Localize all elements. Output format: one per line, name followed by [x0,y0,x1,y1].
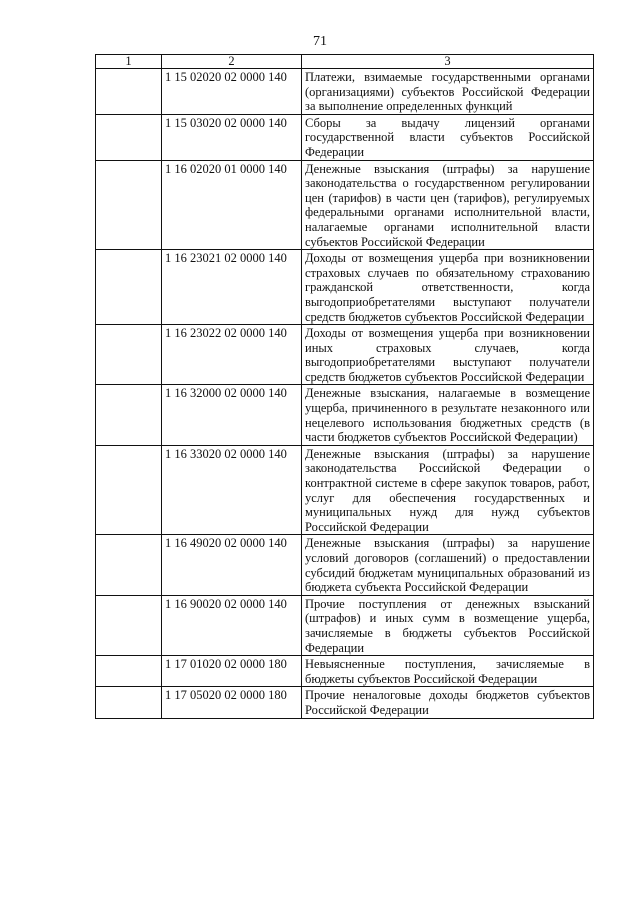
table-row [96,250,594,325]
table-row [96,445,594,535]
revenue-description: Платежи, взимаемые государственными органами (организациями) субъектов Российской Федерации за выполнение определенных функций [302,69,594,115]
revenue-description: Доходы от возмещения ущерба при возникновении страховых случаев по обязательному страхованию гражданской ответственности, когда выгодоприобретателями выступают получатели средств бюджетов субъектов Российской Федерации [302,250,594,325]
revenue-description: Прочие поступления от денежных взысканий (штрафов) и иных сумм в возмещение ущерба, зачисляемые в бюджеты субъектов Российской Федерации [302,595,594,655]
table-row [96,69,594,115]
row-empty-cell [96,656,162,687]
revenue-code: 1 16 23021 02 0000 140 [162,250,302,325]
row-empty-cell [96,595,162,655]
revenue-code: 1 16 33020 02 0000 140 [162,445,302,535]
table-header-row [96,55,594,69]
revenue-description: Невыясненные поступления, зачисляемые в бюджеты субъектов Российской Федерации [302,656,594,687]
row-empty-cell [96,160,162,250]
column-header-1: 1 [96,55,162,69]
revenue-code: 1 17 01020 02 0000 180 [162,656,302,687]
revenue-description: Денежные взыскания (штрафы) за нарушение законодательства о государственном регулировании цен (тарифов) в части цен (тарифов), регулируемых федеральными органами исполнительной власти, налагаемые органами исполнительной власти субъектов Российской Федерации [302,160,594,250]
row-empty-cell [96,687,162,718]
revenue-code: 1 15 03020 02 0000 140 [162,114,302,160]
column-header-2: 2 [162,55,302,69]
revenue-description: Прочие неналоговые доходы бюджетов субъектов Российской Федерации [302,687,594,718]
revenue-description: Сборы за выдачу лицензий органами государственной власти субъектов Российской Федерации [302,114,594,160]
column-header-3: 3 [302,55,594,69]
revenue-code: 1 15 02020 02 0000 140 [162,69,302,115]
page-number: 71 [313,34,327,49]
table-row [96,325,594,385]
table-row [96,385,594,445]
revenue-description: Денежные взыскания (штрафы) за нарушение законодательства Российской Федерации о контрактной системе в сфере закупок товаров, работ, услуг для обеспечения государственных и муниципальных нужд для нужд субъектов Российской Федерации [302,445,594,535]
revenue-code: 1 16 32000 02 0000 140 [162,385,302,445]
revenue-code: 1 17 05020 02 0000 180 [162,687,302,718]
revenue-code: 1 16 90020 02 0000 140 [162,595,302,655]
row-empty-cell [96,250,162,325]
row-empty-cell [96,385,162,445]
row-empty-cell [96,114,162,160]
row-empty-cell [96,325,162,385]
table-row [96,160,594,250]
table-row [96,687,594,718]
row-empty-cell [96,445,162,535]
table-row [96,114,594,160]
revenue-code: 1 16 49020 02 0000 140 [162,535,302,595]
table-row [96,656,594,687]
table-row [96,595,594,655]
revenue-description: Денежные взыскания, налагаемые в возмещение ущерба, причиненного в результате незаконного или нецелевого использования бюджетных средств (в части бюджетов субъектов Российской Федерации) [302,385,594,445]
table-row [96,535,594,595]
revenue-codes-table [95,54,594,719]
revenue-description: Денежные взыскания (штрафы) за нарушение условий договоров (соглашений) о предоставлении субсидий бюджетам муниципальных образований из бюджета субъекта Российской Федерации [302,535,594,595]
revenue-code: 1 16 02020 01 0000 140 [162,160,302,250]
row-empty-cell [96,535,162,595]
revenue-description: Доходы от возмещения ущерба при возникновении иных страховых случаев, когда выгодоприобретателями выступают получатели средств бюджетов субъектов Российской Федерации [302,325,594,385]
row-empty-cell [96,69,162,115]
revenue-code: 1 16 23022 02 0000 140 [162,325,302,385]
